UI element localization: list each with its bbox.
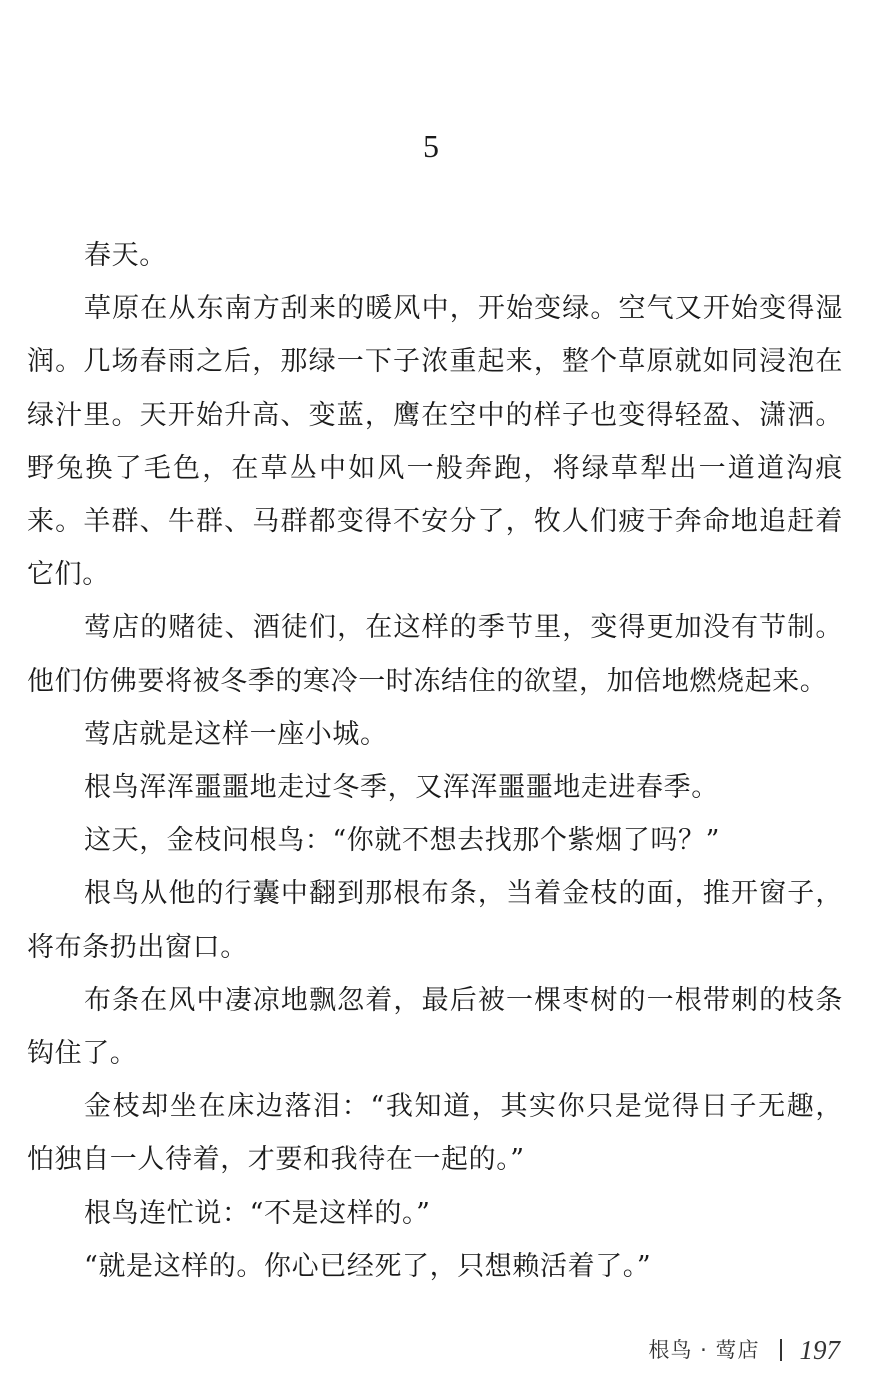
running-title: 根鸟 · 莺店 bbox=[648, 1338, 760, 1362]
running-footer bbox=[648, 1332, 840, 1368]
paragraph: “就是这样的。你心已经死了，只想赖活着了。” bbox=[84, 1250, 652, 1282]
paragraph: 莺店的赌徒、酒徒们，在这样的季节里，变得更加没有节制。他们仿佛要将被冬季的寒冷一时冻结住的欲望，加倍地燃烧起来。 bbox=[27, 612, 843, 697]
chapter-number: 5 bbox=[423, 128, 439, 164]
body-text bbox=[27, 229, 843, 1293]
paragraph: 春天。 bbox=[84, 240, 167, 271]
paragraph: 根鸟从他的行囊中翻到那根布条，当着金枝的面，推开窗子，将布条扔出窗口。 bbox=[27, 878, 843, 963]
page-number: 197 bbox=[799, 1335, 840, 1365]
paragraph: 草原在从东南方刮来的暖风中，开始变绿。空气又开始变得湿润。几场春雨之后，那绿一下子浓重起来，整个草原就如同浸泡在绿汁里。天开始升高、变蓝，鹰在空中的样子也变得轻盈、潇洒。野兔换了毛色，在草丛中如风一般奔跑，将绿草犁出一道道沟痕来。羊群、牛群、马群都变得不安分了，牧人们疲于奔命地追赶着它们。 bbox=[27, 293, 843, 591]
paragraph: 莺店就是这样一座小城。 bbox=[84, 718, 388, 750]
paragraph: 金枝却坐在床边落泪：“我知道，其实你只是觉得日子无趣，怕独自一人待着，才要和我待在一起的。” bbox=[27, 1091, 843, 1176]
paragraph: 布条在风中凄凉地飘忽着，最后被一棵枣树的一根带刺的枝条钩住了。 bbox=[27, 984, 843, 1070]
paragraph: 根鸟连忙说：“不是这样的。” bbox=[84, 1197, 431, 1229]
paragraph: 这天，金枝问根鸟：“你就不想去找那个紫烟了吗？” bbox=[84, 825, 721, 857]
footer-divider bbox=[780, 1339, 782, 1361]
paragraph: 根鸟浑浑噩噩地走过冬季，又浑浑噩噩地走进春季。 bbox=[84, 772, 719, 804]
